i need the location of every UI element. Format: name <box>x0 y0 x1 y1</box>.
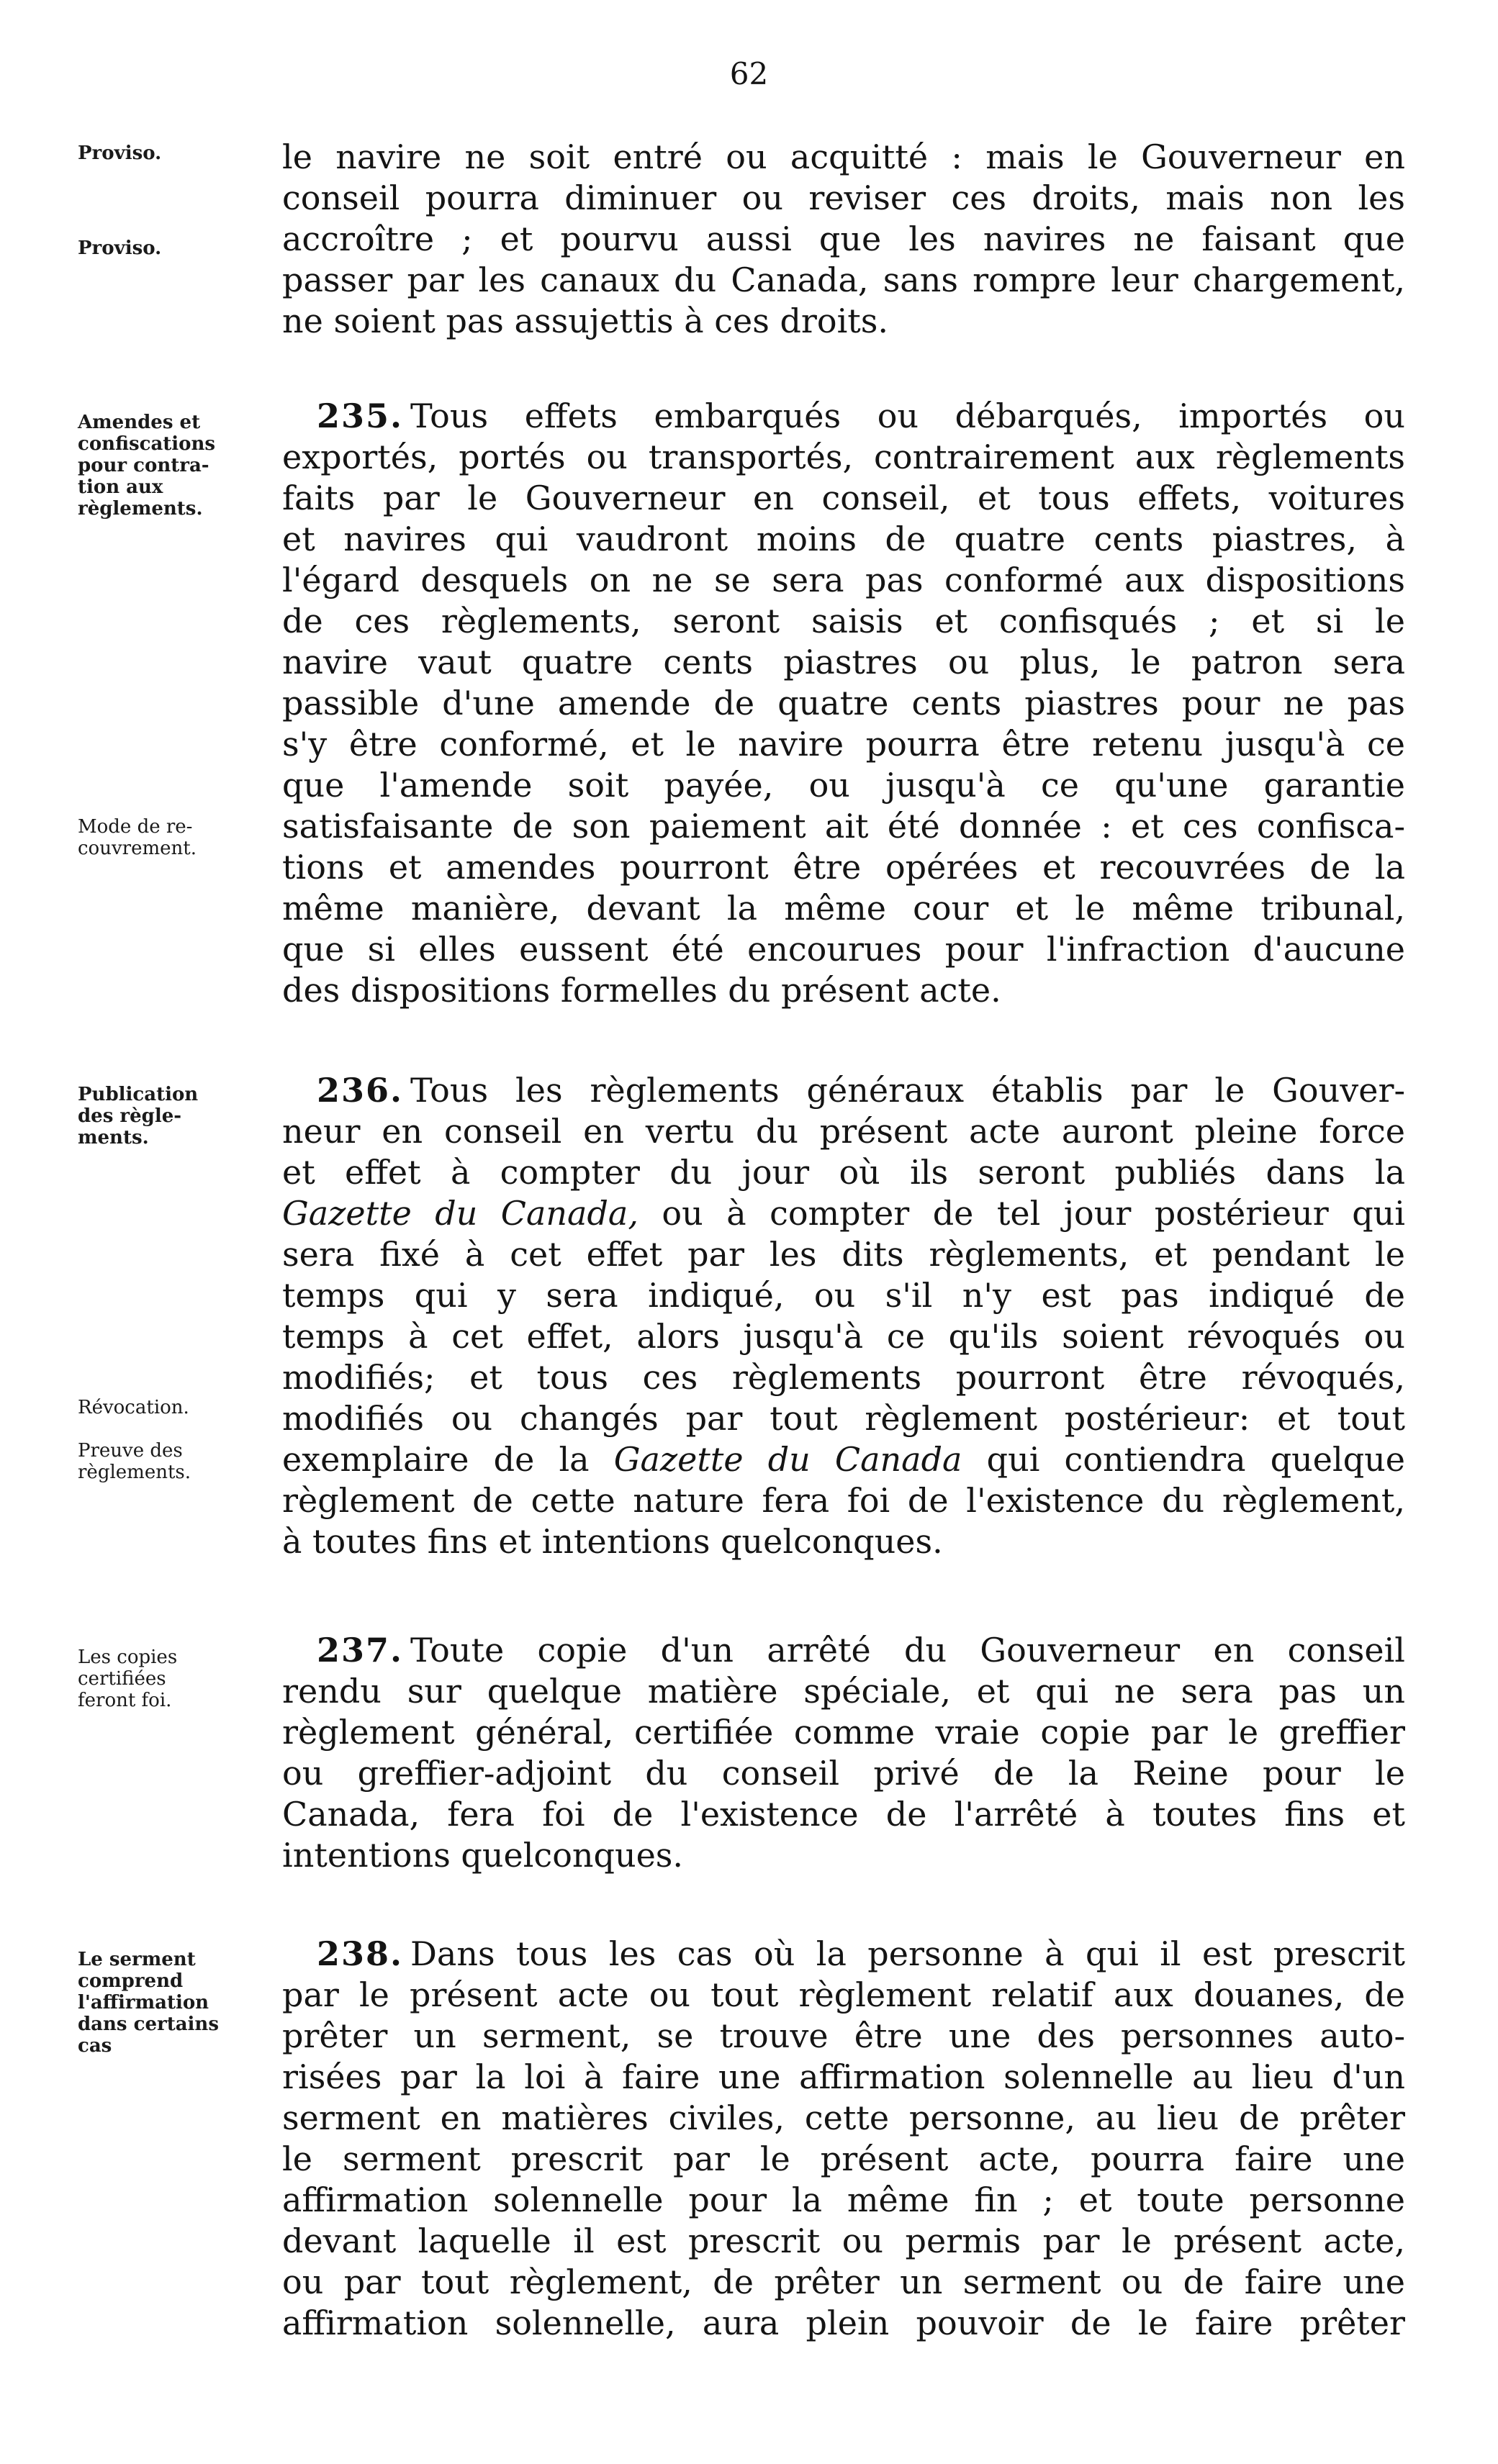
text-line: ou greffier-adjoint du conseil privé de la Reine pour le <box>282 1754 1405 1793</box>
text-line: modifiés ou changés par tout règlement postérieur: et tout <box>282 1399 1405 1438</box>
text-line: Canada, fera foi de l'existence de l'arrêté à toutes fins et <box>282 1795 1405 1834</box>
text-line: l'égard desquels on ne se sera pas conformé aux dispositions <box>282 561 1405 599</box>
section-236 <box>282 1070 1405 1562</box>
margin-note-proviso: Proviso. <box>78 142 162 164</box>
text-line: sera fixé à cet effet par les dits règlements, et pendant le <box>282 1235 1405 1274</box>
text-line: accroître ; et pourvu aussi que les navires ne faisant que <box>282 219 1405 258</box>
text-line: passible d'une amende de quatre cents piastres pour ne pas <box>282 684 1405 723</box>
section-number: 238. <box>317 1934 404 1973</box>
text-line: rendu sur quelque matière spéciale, et qui ne sera pas un <box>282 1672 1405 1711</box>
margin-note-proviso: Proviso. <box>78 237 162 259</box>
text-line: devant laquelle il est prescrit ou permis par le présent acte, <box>282 2221 1405 2260</box>
margin-note-serment: Le serment comprend l'affirmation dans certains cas <box>78 1949 219 2057</box>
text-line: 238. Dans tous les cas où la personne à qui il est prescrit <box>317 1934 1405 1973</box>
text-line: serment en matières civiles, cette personne, au lieu de prêter <box>282 2098 1405 2137</box>
margin-note-revocation: Révocation. <box>78 1397 189 1418</box>
section-number: 237. <box>317 1631 404 1670</box>
intro-paragraph <box>282 137 1405 342</box>
text-line: et navires qui vaudront moins de quatre cents piastres, à <box>282 520 1405 558</box>
text-line: tions et amendes pourront être opérées et recouvrées de la <box>282 848 1405 887</box>
margin-note-publication: Publication des règle- ments. <box>78 1084 199 1149</box>
text-line: le serment prescrit par le présent acte, pourra faire une <box>282 2139 1405 2178</box>
text-line: temps qui y sera indiqué, ou s'il n'y est pas indiqué de <box>282 1276 1405 1315</box>
margin-note-mode: Mode de re- couvrement. <box>78 816 197 859</box>
text-line: par le présent acte ou tout règlement relatif aux douanes, de <box>282 1975 1405 2014</box>
text-line: affirmation solennelle pour la même fin ; et toute personne <box>282 2180 1405 2219</box>
text-line: de ces règlements, seront saisis et confisqués ; et si le <box>282 602 1405 640</box>
text-line: affirmation solennelle, aura plein pouvoir de le faire prêter <box>282 2304 1405 2342</box>
text-line: navire vaut quatre cents piastres ou plus, le patron sera <box>282 643 1405 681</box>
text-line: prêter un serment, se trouve être une des personnes auto- <box>282 2016 1405 2055</box>
section-number: 235. <box>317 397 404 435</box>
text-line: à toutes fins et intentions quelconques. <box>282 1522 943 1561</box>
section-238 <box>282 1934 1405 2344</box>
text-line: satisfaisante de son paiement ait été donnée : et ces confisca- <box>282 807 1405 846</box>
text-line: que si elles eussent été encourues pour l'infraction d'aucune <box>282 930 1405 969</box>
text-line: règlement de cette nature fera foi de l'existence du règlement, <box>282 1481 1405 1520</box>
margin-note-copies: Les copies certifiées feront foi. <box>78 1647 178 1711</box>
text-line: exportés, portés ou transportés, contrairement aux règlements <box>282 438 1405 476</box>
text-line: des dispositions formelles du présent acte. <box>282 971 1001 1010</box>
section-237 <box>282 1630 1405 1876</box>
section-number: 236. <box>317 1071 404 1110</box>
text-line: temps à cet effet, alors jusqu'à ce qu'ils soient révoqués ou <box>282 1317 1405 1356</box>
text-line: exemplaire de la Gazette du Canada qui contiendra quelque <box>282 1440 1405 1479</box>
text-line: neur en conseil en vertu du présent acte auront pleine force <box>282 1112 1405 1151</box>
section-235 <box>282 396 1405 1011</box>
text-line: que l'amende soit payée, ou jusqu'à ce qu'une garantie <box>282 766 1405 805</box>
text-line: Gazette du Canada, ou à compter de tel jour postérieur qui <box>282 1194 1405 1233</box>
page-number: 62 <box>729 56 769 91</box>
text-line: 235. Tous effets embarqués ou débarqués, importés ou <box>317 397 1405 435</box>
text-line: et effet à compter du jour où ils seront publiés dans la <box>282 1153 1405 1192</box>
text-line: 236. Tous les règlements généraux établis par le Gouver- <box>317 1071 1405 1110</box>
text-line: faits par le Gouverneur en conseil, et tous effets, voitures <box>282 479 1405 517</box>
text-line: ou par tout règlement, de prêter un serment ou de faire une <box>282 2263 1405 2301</box>
text-line: passer par les canaux du Canada, sans rompre leur chargement, <box>282 261 1405 299</box>
margin-note-preuve: Preuve des règlements. <box>78 1440 191 1483</box>
text-line: même manière, devant la même cour et le même tribunal, <box>282 889 1405 928</box>
text-line: conseil pourra diminuer ou reviser ces droits, mais non les <box>282 178 1405 217</box>
text-line: intentions quelconques. <box>282 1836 684 1875</box>
text-line: ne soient pas assujettis à ces droits. <box>282 302 889 340</box>
text-line: risées par la loi à faire une affirmation solennelle au lieu d'un <box>282 2057 1405 2096</box>
text-line: modifiés; et tous ces règlements pourront être révoqués, <box>282 1358 1405 1397</box>
text-line: 237. Toute copie d'un arrêté du Gouverneur en conseil <box>317 1631 1405 1670</box>
margin-note-amendes: Amendes et confiscations pour contra- tion aux règlements. <box>78 412 216 520</box>
text-line: règlement général, certifiée comme vraie copie par le greffier <box>282 1713 1405 1752</box>
text-line: s'y être conformé, et le navire pourra être retenu jusqu'à ce <box>282 725 1405 764</box>
text-line: le navire ne soit entré ou acquitté : mais le Gouverneur en <box>282 137 1405 176</box>
